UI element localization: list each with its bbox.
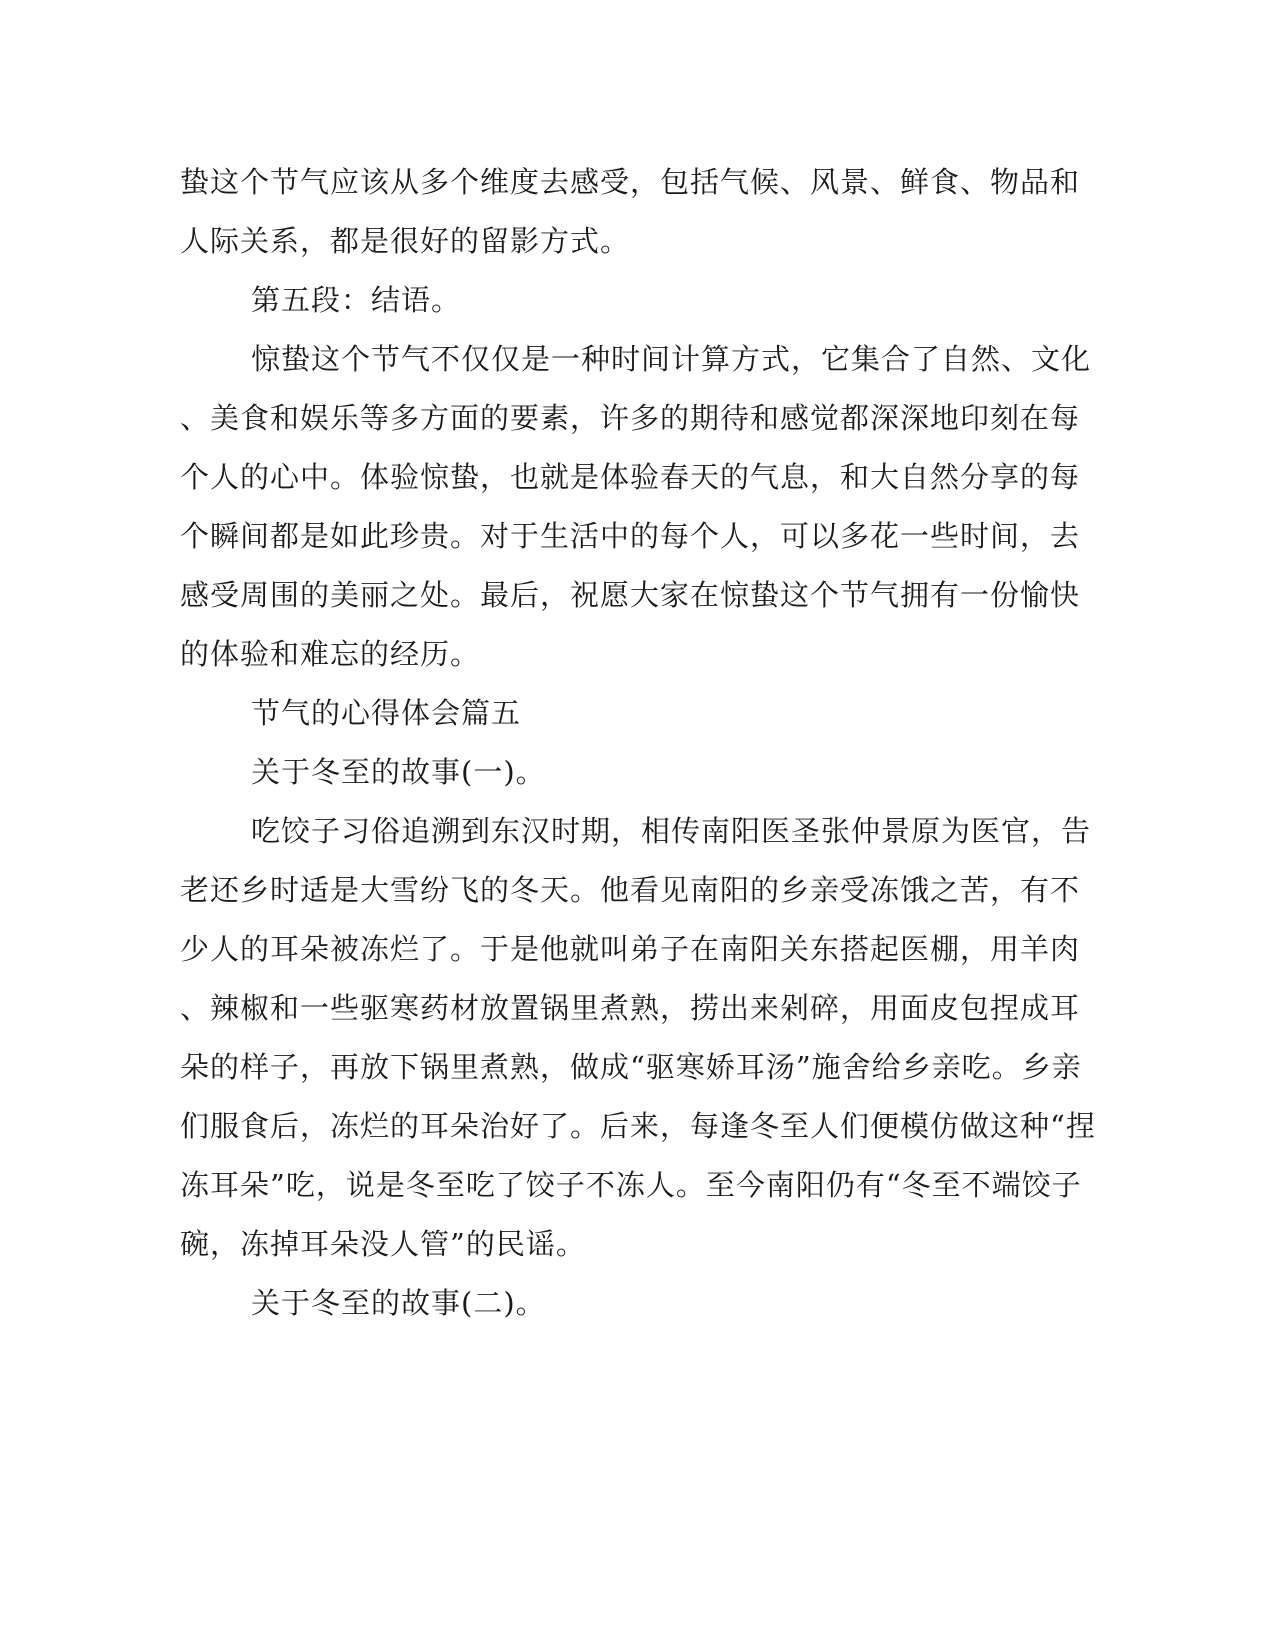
article-heading-part-five: 节气的心得体会篇五 <box>251 696 522 730</box>
text-line-12: 吃饺子习俗追溯到东汉时期，相传南阳医圣张仲景原为医官，告 <box>251 814 1092 848</box>
text-line-16: 朵的样子，再放下锅里煮熟，做成“驱寒娇耳汤”施舍给乡亲吃。乡亲 <box>180 1050 1082 1084</box>
text-line-1: 蛰这个节气应该从多个维度去感受，包括气候、风景、鲜食、物品和 <box>180 165 1081 199</box>
section-heading-conclusion: 第五段：结语。 <box>251 283 462 317</box>
story-heading-two: 关于冬至的故事(二)。 <box>251 1286 546 1320</box>
text-line-17: 们服食后，冻烂的耳朵治好了。后来，每逢冬至人们便模仿做这种“捏 <box>180 1109 1096 1143</box>
text-line-6: 个人的心中。体验惊蛰，也就是体验春天的气息，和大自然分享的每 <box>180 460 1081 494</box>
text-line-4: 惊蛰这个节气不仅仅是一种时间计算方式，它集合了自然、文化 <box>251 342 1092 376</box>
text-line-14: 少人的耳朵被冻烂了。于是他就叫弟子在南阳关东搭起医棚，用羊肉 <box>180 932 1081 966</box>
text-line-8: 感受周围的美丽之处。最后，祝愿大家在惊蛰这个节气拥有一份愉快 <box>180 578 1081 612</box>
text-line-18: 冻耳朵”吃，说是冬至吃了饺子不冻人。至今南阳仍有“冬至不端饺子 <box>180 1168 1082 1202</box>
text-line-2: 人际关系，都是很好的留影方式。 <box>180 224 631 258</box>
story-heading-one: 关于冬至的故事(一)。 <box>251 755 546 789</box>
text-line-19: 碗，冻掉耳朵没人管”的民谣。 <box>180 1227 586 1261</box>
text-line-9: 的体验和难忘的经历。 <box>180 637 481 671</box>
text-line-5: 、美食和娱乐等多方面的要素，许多的期待和感觉都深深地印刻在每 <box>180 401 1081 435</box>
text-line-13: 老还乡时适是大雪纷飞的冬天。他看见南阳的乡亲受冻饿之苦，有不 <box>180 873 1081 907</box>
text-line-15: 、辣椒和一些驱寒药材放置锅里煮熟，捞出来剁碎，用面皮包捏成耳 <box>180 991 1081 1025</box>
text-line-7: 个瞬间都是如此珍贵。对于生活中的每个人，可以多花一些时间，去 <box>180 519 1081 553</box>
